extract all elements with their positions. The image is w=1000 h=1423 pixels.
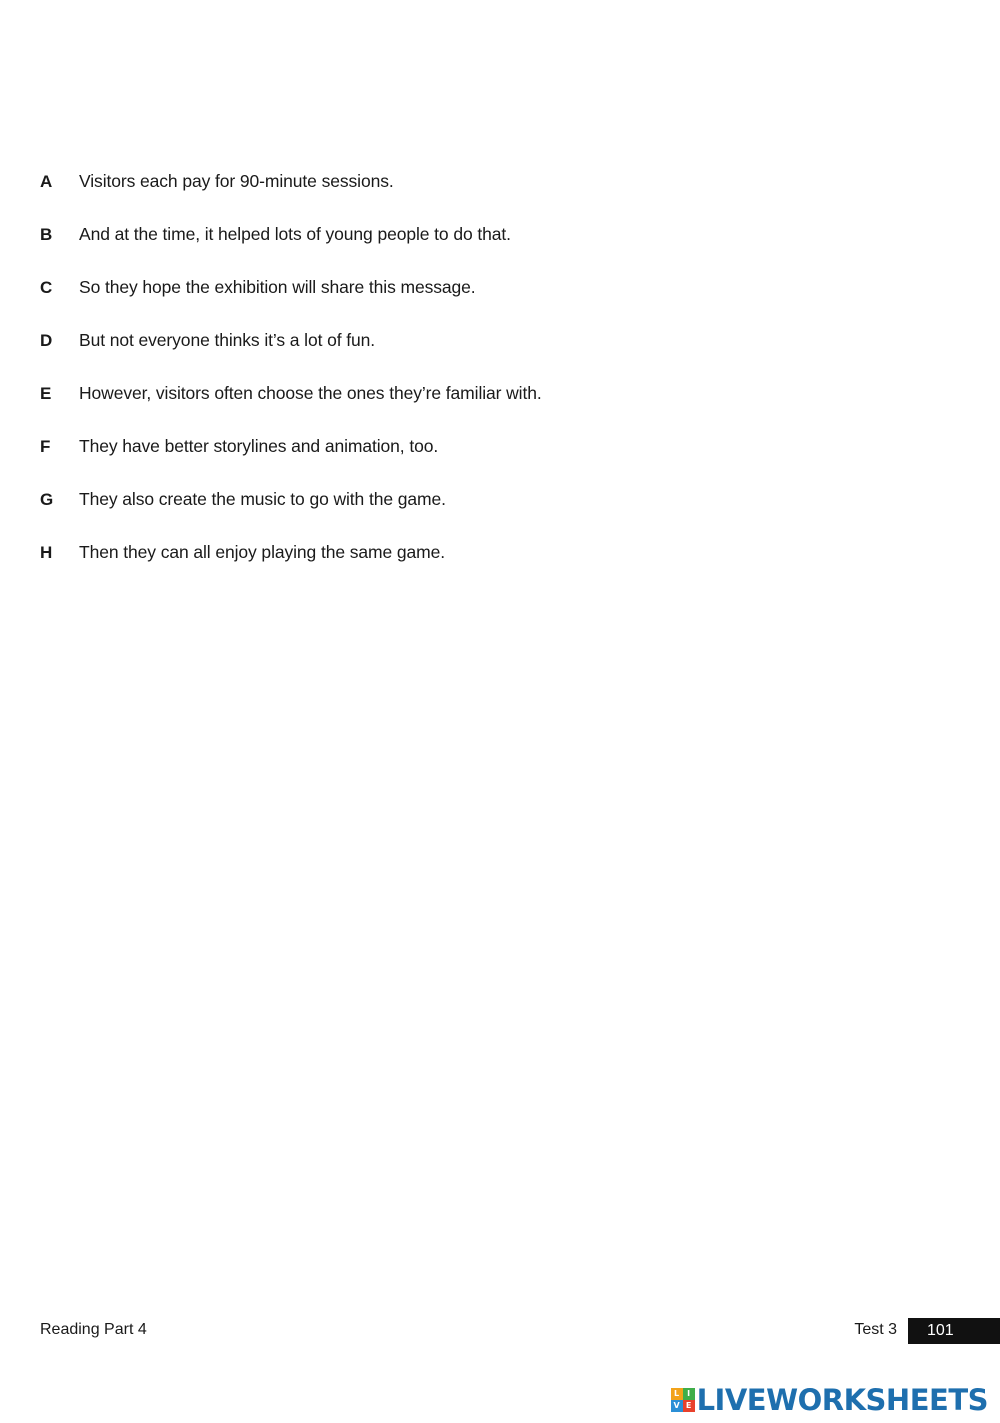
option-text: But not everyone thinks it’s a lot of fun. bbox=[79, 330, 376, 350]
option-text: Visitors each pay for 90-minute sessions. bbox=[79, 171, 394, 191]
option-letter: F bbox=[40, 437, 51, 456]
logo-letter-e: E bbox=[683, 1400, 695, 1412]
page-number-box bbox=[908, 1318, 1000, 1344]
option-text: They have better storylines and animation, too. bbox=[79, 436, 439, 456]
answer-options-list bbox=[40, 168, 740, 592]
page-number: 101 bbox=[927, 1322, 954, 1339]
footer-section-label: Reading Part 4 bbox=[40, 1321, 147, 1338]
logo-letter-v: V bbox=[671, 1400, 683, 1412]
option-g bbox=[40, 486, 740, 539]
option-text: They also create the music to go with the game. bbox=[79, 489, 446, 509]
option-letter: D bbox=[40, 331, 53, 350]
option-letter: G bbox=[40, 490, 54, 509]
brand-name: LIVEWORKSHEETS bbox=[696, 1383, 988, 1417]
liveworksheets-logo-icon bbox=[671, 1388, 695, 1412]
option-c bbox=[40, 274, 740, 327]
option-letter: H bbox=[40, 543, 53, 562]
option-text: Then they can all enjoy playing the same game. bbox=[79, 542, 446, 562]
option-letter: A bbox=[40, 172, 53, 191]
option-letter: C bbox=[40, 278, 53, 297]
option-text: And at the time, it helped lots of young people to do that. bbox=[79, 224, 511, 244]
option-f bbox=[40, 433, 740, 486]
option-b bbox=[40, 221, 740, 274]
option-text: So they hope the exhibition will share this message. bbox=[79, 277, 476, 297]
option-e bbox=[40, 380, 740, 433]
liveworksheets-brand bbox=[671, 1383, 988, 1417]
option-d bbox=[40, 327, 740, 380]
option-text: However, visitors often choose the ones they’re familiar with. bbox=[79, 383, 542, 403]
option-letter: E bbox=[40, 384, 52, 403]
logo-letter-i: I bbox=[683, 1388, 695, 1400]
logo-letter-l: L bbox=[671, 1388, 683, 1400]
option-h bbox=[40, 539, 740, 592]
footer-test-label: Test 3 bbox=[854, 1321, 897, 1338]
option-letter: B bbox=[40, 225, 53, 244]
option-a bbox=[40, 168, 740, 221]
